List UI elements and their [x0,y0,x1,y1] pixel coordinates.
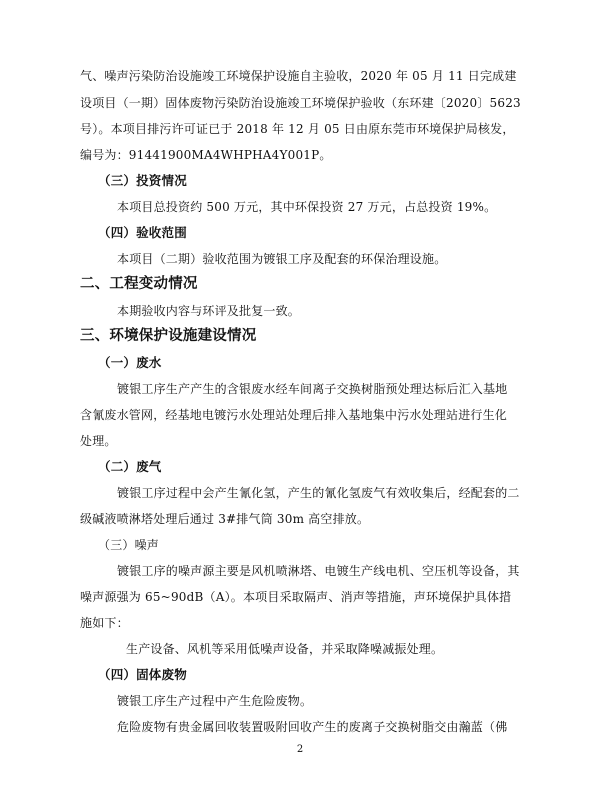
wastewater-line-1: 镀银工序生产产生的含银废水经车间离子交换树脂预处理达标后汇入基地 [117,382,508,396]
exhaust-line-2: 级碱液喷淋塔处理后通过 3#排气筒 30m 高空排放。 [80,512,370,526]
noise-line-3: 施如下： [80,616,129,630]
wastewater-line-3: 处理。 [80,434,117,448]
solid-line-1: 镀银工序生产过程中产生危险废物。 [117,694,313,708]
exhaust-heading: （二）废气 [98,459,162,474]
intro-line-2: 设项目（一期）固体废物污染防治设施竣工环境保护验收（东环建〔2020〕5623 [80,96,521,110]
noise-line-4: 生产设备、风机等采用低噪声设备，并采取降噪减振处理。 [126,642,444,656]
scope-text: 本项目（二期）验收范围为镀银工序及配套的环保治理设施。 [117,252,447,266]
intro-line-1: 气、噪声污染防治设施竣工环境保护设施自主验收，2020 年 05 月 11 日完成建 [80,69,517,83]
intro-line-3: 号）。本项目排污许可证已于 2018 年 12 月 05 日由原东莞市环境保护局核发， [80,122,515,136]
section3-heading: 三、环境保护设施建设情况 [80,328,257,344]
solid-heading: （四）固体废物 [98,667,187,682]
noise-line-2: 噪声源强为 65~90dB（A）。本项目采取隔声、消声等措施，声环境保护具体措 [80,590,512,604]
investment-heading: （三）投资情况 [98,173,187,188]
solid-line-2: 危险废物有贵金属回收装置吸附回收产生的废离子交换树脂交由瀚蓝（佛 [117,720,508,734]
exhaust-line-1: 镀银工序过程中会产生氰化氢，产生的氰化氢废气有效收集后，经配套的二 [117,486,520,500]
wastewater-heading: （一）废水 [98,355,162,370]
section2-heading: 二、工程变动情况 [80,276,198,292]
wastewater-line-2: 含氰废水管网，经基地电镀污水处理站处理后排入基地集中污水处理站进行生化 [80,408,508,422]
scope-heading: （四）验收范围 [98,225,187,240]
page-number: 2 [296,744,304,755]
noise-line-1: 镀银工序的噪声源主要是风机喷淋塔、电镀生产线电机、空压机等设备，其 [117,564,520,578]
intro-line-4: 编号为：91441900MA4WHPHA4Y001P。 [80,148,332,162]
section2-text: 本期验收内容与环评及批复一致。 [117,304,301,318]
noise-heading: （三）噪声 [98,538,160,552]
investment-text: 本项目总投资约 500 万元，其中环保投资 27 万元，占总投资 19%。 [117,200,497,214]
